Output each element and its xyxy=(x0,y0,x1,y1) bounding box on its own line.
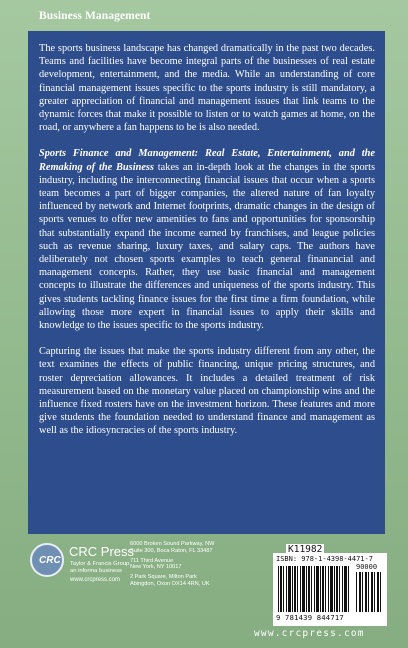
address-line: 2 Park Square, Milton Park xyxy=(130,574,197,581)
address-line: 711 Third Avenue xyxy=(130,557,174,564)
addon-barcode-icon xyxy=(356,572,382,612)
description-paragraph-1: The sports business landscape has changed dramatically in the past two decades. Teams and facilities have become integral parts of the businesses of real estate development, entertainment, and the media. While an understanding of core financial management issues specific to the sports industry is still mandatory, a greater appreciation of financial and management issues that link teams to the dynamic forces that make it possible to listen or to watch games at home, on the road, or anywhere a fan happens to be is also needed. xyxy=(39,43,375,134)
price-addon-digits: 90000 xyxy=(356,563,378,571)
address-line: Suite 300, Boca Raton, FL 33487 xyxy=(130,547,213,554)
address-line: Abingdon, Oxon OX14 4RN, UK xyxy=(130,580,210,587)
address-line: 6000 Broken Sound Parkway, NW xyxy=(130,541,215,547)
publisher-group-line-2: an informa business xyxy=(70,568,122,574)
description-paragraph-2 xyxy=(39,147,375,332)
crc-logo-icon xyxy=(30,543,64,577)
address-line: New York, NY 10017 xyxy=(130,564,182,571)
publisher-addresses xyxy=(130,541,214,588)
description-paragraph-2-text: takes an in-depth look at the changes in the sports industry, including the interconnecting financial issues that occur when a sports team becomes a part of bigger companies, the altered nature of fan loyalty influenced by network and Internet footprints, dramatic changes in the design of sports venues to offer new amenities to fans and opportunities for sponsorship that substantially expand the income earned by franchises, and league policies such as revenue sharing, luxury taxes, and salary caps. The authors have deliberately not chosen sports examples to teach general finanancial and management concepts. Rather, they use basic financial and management concepts to illustrate the differences and uniqueness of the sports industry. This gives students tackling finance issues for the first time a firm foundation, while allowing those more expert in financial issues to apply their skills and knowledge to the issues specific to the sports industry. xyxy=(39,161,376,332)
isbn-text: ISBN: 978-1-4398-4471-7 xyxy=(276,555,373,563)
book-title: Sports Finance and Management: Real Estate, Entertainment, and the Remaking of the Business xyxy=(39,148,375,173)
publisher-group xyxy=(70,561,129,575)
barcode-digits: 9 781439 844717 xyxy=(276,613,344,622)
publisher-name: CRC Press xyxy=(69,544,135,559)
catalog-code: K11982 xyxy=(288,544,323,555)
category-label: Business Management xyxy=(39,10,151,22)
logo-text: CRC xyxy=(39,555,61,566)
barcode-icon xyxy=(278,566,350,612)
publisher-url[interactable]: www.crcpress.com xyxy=(70,577,121,583)
publisher-group-line-1: Taylor & Francis Group xyxy=(70,561,130,567)
website-url[interactable]: www.crcpress.com xyxy=(254,628,365,639)
description-paragraph-3: Capturing the issues that make the sports industry different from any other, the text examines the effects of public financing, unique pricing structures, and roster depreciation allowances. It includes a detailed treatment of risk measurement based on the monetary value placed on championship wins and the influence fixed rosters have on the investment horizon. These features and more give students the foundation needed to understand finance and management as well as the idiosyncracies of the sports industry. xyxy=(39,346,375,437)
description-box xyxy=(28,31,385,534)
